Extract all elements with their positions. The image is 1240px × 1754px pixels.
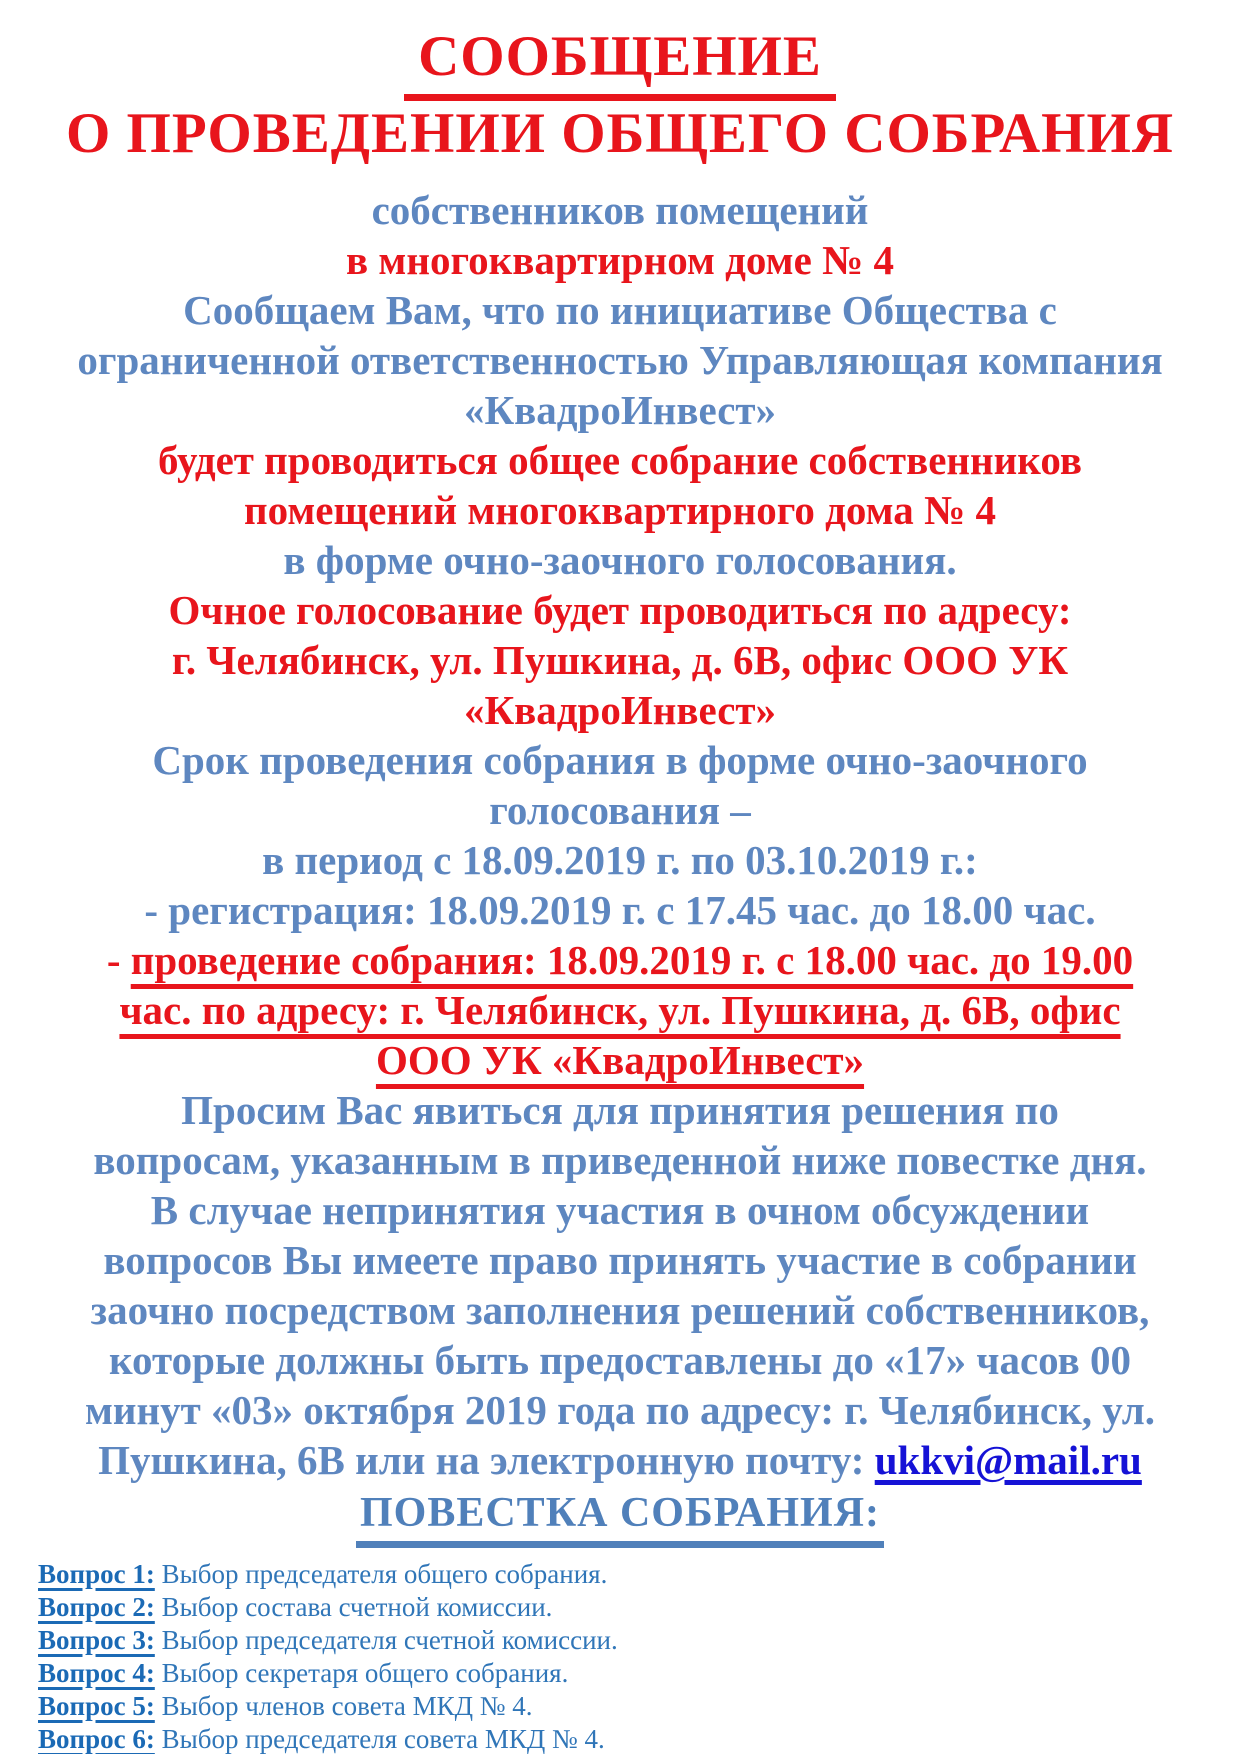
- body-line-8: [28, 535, 1212, 585]
- body-line-3: [28, 285, 1212, 335]
- title-line-1: [28, 24, 1212, 101]
- line-text: голосования –: [489, 787, 751, 833]
- body-line-24: [28, 1335, 1212, 1385]
- body-line-16: [28, 935, 1212, 985]
- line-text: заочно посредством заполнения решений собственников,: [90, 1287, 1150, 1333]
- body-line-15: [28, 885, 1212, 935]
- line-text: - регистрация: 18.09.2019 г. с 17.45 час. до 18.00 час.: [144, 887, 1096, 933]
- agenda-heading: ПОВЕСТКА СОБРАНИЯ:: [356, 1487, 884, 1548]
- body-line-11: [28, 685, 1212, 735]
- line-text: в многоквартирном доме № 4: [346, 237, 894, 283]
- line-text: Пушкина, 6В или на электронную почту:: [98, 1437, 875, 1483]
- line-text: проведение собрания: 18.09.2019 г. с 18.00 час. до 19.00: [130, 937, 1134, 983]
- body-line-12: [28, 735, 1212, 785]
- body-line-19: [28, 1085, 1212, 1135]
- body-line-22: [28, 1235, 1212, 1285]
- agenda-item-label: Вопрос 2:: [38, 1592, 155, 1622]
- line-text: Просим Вас явиться для принятия решения по: [181, 1087, 1059, 1133]
- agenda-item-text: Выбор секретаря общего собрания.: [154, 1658, 569, 1688]
- title-line-2: О ПРОВЕДЕНИИ ОБЩЕГО СОБРАНИЯ: [65, 102, 1175, 165]
- agenda-item-label: Вопрос 4:: [38, 1658, 155, 1688]
- agenda-item-label: Вопрос 1:: [38, 1559, 155, 1589]
- agenda-item-3: [38, 1624, 1212, 1657]
- body-line-21: [28, 1185, 1212, 1235]
- line-text: вопросов Вы имеете право принять участие в собрании: [103, 1237, 1137, 1283]
- line-text: час. по адресу: г. Челябинск, ул. Пушкина, д. 6В, офис: [119, 987, 1121, 1033]
- agenda-item-1: [38, 1558, 1212, 1591]
- line-text: в период с 18.09.2019 г. по 03.10.2019 г.:: [262, 837, 978, 883]
- line-text: которые должны быть предоставлены до «17» часов 00: [108, 1337, 1132, 1383]
- agenda-heading-line: [28, 1487, 1212, 1548]
- body-line-25: [28, 1385, 1212, 1435]
- body-line-5: [28, 385, 1212, 435]
- body-line-1: [28, 185, 1212, 235]
- line-text: «КвадроИнвест»: [463, 387, 777, 433]
- body-line-4: [28, 335, 1212, 385]
- email-link[interactable]: ukkvi@mail.ru: [874, 1437, 1142, 1483]
- body-line-17: [28, 985, 1212, 1035]
- body-line-23: [28, 1285, 1212, 1335]
- line-text: г. Челябинск, ул. Пушкина, д. 6В, офис ООО УК: [171, 637, 1069, 683]
- agenda-item-text: Выбор председателя совета МКД № 4.: [154, 1724, 605, 1754]
- body-line-26: [28, 1435, 1212, 1485]
- agenda-item-label: Вопрос 5:: [38, 1691, 155, 1721]
- body-line-10: [28, 635, 1212, 685]
- agenda-item-text: Выбор членов совета МКД № 4.: [154, 1691, 533, 1721]
- document-title: СООБЩЕНИЕ: [404, 24, 836, 101]
- agenda-item-text: Выбор председателя общего собрания.: [154, 1559, 608, 1589]
- body-line-20: [28, 1135, 1212, 1185]
- line-text: помещений многоквартирного дома № 4: [244, 487, 996, 533]
- agenda-item-text: Выбор председателя счетной комиссии.: [154, 1625, 618, 1655]
- body-line-18: [28, 1035, 1212, 1085]
- agenda-item-label: Вопрос 6:: [38, 1724, 155, 1754]
- dash-prefix: -: [106, 937, 131, 983]
- agenda-item-label: Вопрос 3:: [38, 1625, 155, 1655]
- line-text: В случае непринятия участия в очном обсуждении: [150, 1187, 1090, 1233]
- agenda-item-4: [38, 1657, 1212, 1690]
- agenda-item-6: [38, 1723, 1212, 1754]
- line-text: «КвадроИнвест»: [463, 687, 777, 733]
- line-text: вопросам, указанным в приведенной ниже повестке дня.: [93, 1137, 1147, 1183]
- agenda-item-2: [38, 1591, 1212, 1624]
- body-text: [28, 185, 1212, 1485]
- body-line-2: [28, 235, 1212, 285]
- line-text: ограниченной ответственностью Управляющая компания: [77, 337, 1163, 383]
- agenda-item-5: [38, 1690, 1212, 1723]
- body-line-13: [28, 785, 1212, 835]
- line-text: минут «03» октября 2019 года по адресу: г. Челябинск, ул.: [84, 1387, 1155, 1433]
- agenda-list: [28, 1558, 1212, 1754]
- agenda-item-text: Выбор состава счетной комиссии.: [154, 1592, 553, 1622]
- line-text: в форме очно-заочного голосования.: [283, 537, 957, 583]
- line-text: Срок проведения собрания в форме очно-заочного: [152, 737, 1088, 783]
- body-line-14: [28, 835, 1212, 885]
- line-text: Сообщаем Вам, что по инициативе Общества с: [183, 287, 1057, 333]
- line-text: Очное голосование будет проводиться по адресу:: [168, 587, 1072, 633]
- body-line-7: [28, 485, 1212, 535]
- body-line-9: [28, 585, 1212, 635]
- line-text: собственников помещений: [371, 187, 869, 233]
- line-text: ООО УК «КвадроИнвест»: [375, 1037, 865, 1083]
- body-line-6: [28, 435, 1212, 485]
- line-text: будет проводиться общее собрание собственников: [158, 437, 1082, 483]
